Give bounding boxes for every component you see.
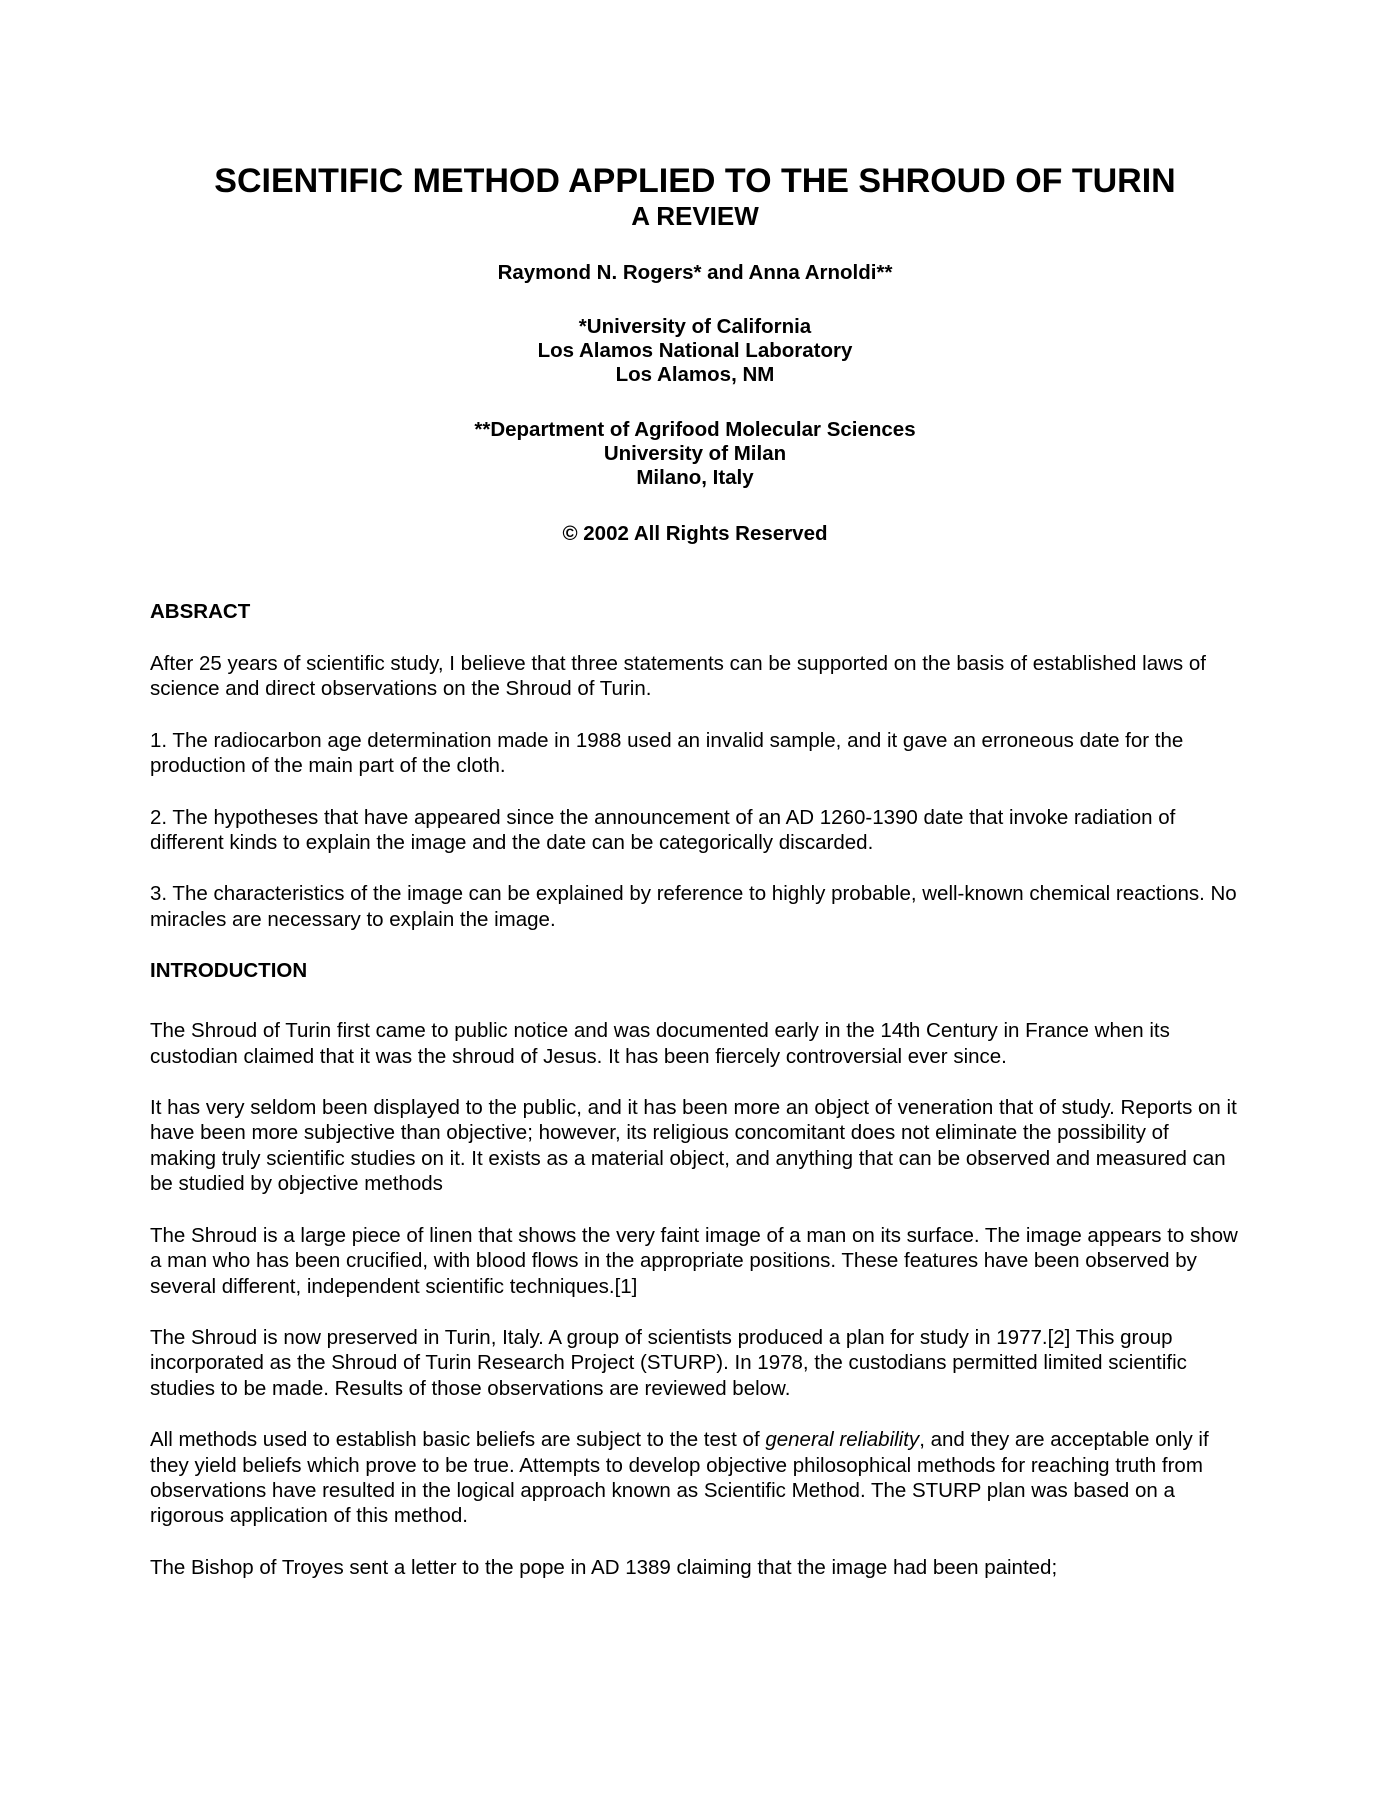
affiliation-block-2 xyxy=(150,418,1240,490)
affiliation-line: University of Milan xyxy=(603,442,787,465)
abstract-point-2: 2. The hypotheses that have appeared since the announcement of an AD 1260-1390 date that invoke radiation of different kinds to explain the image and the date can be categorically discarded. xyxy=(150,805,1176,855)
introduction-paragraph-1: The Shroud of Turin first came to public notice and was documented early in the 14th Century in France when its custodian claimed that it was the shroud of Jesus. It has been fiercely controversial ever since. xyxy=(150,1019,1170,1068)
abstract-point-3: 3. The characteristics of the image can be explained by reference to highly probable, well-known chemical reactions. No miracles are necessary to explain the image. xyxy=(150,882,1237,931)
authors-line: Raymond N. Rogers* and Anna Arnoldi** xyxy=(497,261,893,284)
paragraph-text-after: , and they are acceptable only if they yield beliefs which prove to be true. Attempts to develop objective philosophical methods for reaching truth from observations have resulted in the logical approach known as Scientific Method. The STURP plan was based on a rigorous application of this method. xyxy=(150,1428,1209,1528)
paper-title: SCIENTIFIC METHOD APPLIED TO THE SHROUD OF TURIN xyxy=(214,162,1176,200)
introduction-paragraph-4: The Shroud is now preserved in Turin, Italy. A group of scientists produced a plan for study in 1977.[2] This group incorporated as the Shroud of Turin Research Project (STURP). In 1978, the custodians permitted limited scientific studies to be made. Results of those observations are reviewed below. xyxy=(150,1325,1187,1400)
introduction-paragraph-3: The Shroud is a large piece of linen that shows the very faint image of a man on its surface. The image appears to show a man who has been crucified, with blood flows in the appropriate positions. These features have been observed by several different, independent scientific techniques.[1] xyxy=(150,1223,1238,1298)
abstract-heading: ABSRACT xyxy=(150,600,251,623)
affiliation-line: Los Alamos, NM xyxy=(615,363,775,386)
introduction-paragraph-6: The Bishop of Troyes sent a letter to the pope in AD 1389 claiming that the image had been painted; xyxy=(150,1555,1058,1579)
paragraph-text-before: All methods used to establish basic beliefs are subject to the test of xyxy=(150,1428,766,1452)
paragraph-italic-text: general reliability xyxy=(765,1428,920,1452)
introduction-paragraph-2: It has very seldom been displayed to the public, and it has been more an object of veneration that of study. Reports on it have been more subjective than objective; however, its religious concomitant does not eliminate the possibility of making truly scientific studies on it. It exists as a material object, and anything that can be observed and measured can be studied by objective methods xyxy=(150,1096,1237,1196)
introduction-heading: INTRODUCTION xyxy=(150,959,308,983)
abstract-intro-paragraph: After 25 years of scientific study, I believe that three statements can be supported on the basis of established laws of science and direct observations on the Shroud of Turin. xyxy=(150,652,1206,701)
copyright-line: © 2002 All Rights Reserved xyxy=(562,522,828,545)
affiliation-block-1 xyxy=(150,315,1240,387)
abstract-point-1: 1. The radiocarbon age determination made in 1988 used an invalid sample, and it gave an erroneous date for the production of the main part of the cloth. xyxy=(150,728,1184,778)
affiliation-line: **Department of Agrifood Molecular Sciences xyxy=(474,418,916,441)
affiliation-line: Milano, Italy xyxy=(636,466,754,489)
introduction-paragraph-5 xyxy=(150,1427,1240,1529)
document-content xyxy=(150,162,1240,1606)
paper-subtitle: A REVIEW xyxy=(631,201,759,231)
affiliation-line: Los Alamos National Laboratory xyxy=(537,339,853,362)
affiliation-line: *University of California xyxy=(578,315,812,338)
